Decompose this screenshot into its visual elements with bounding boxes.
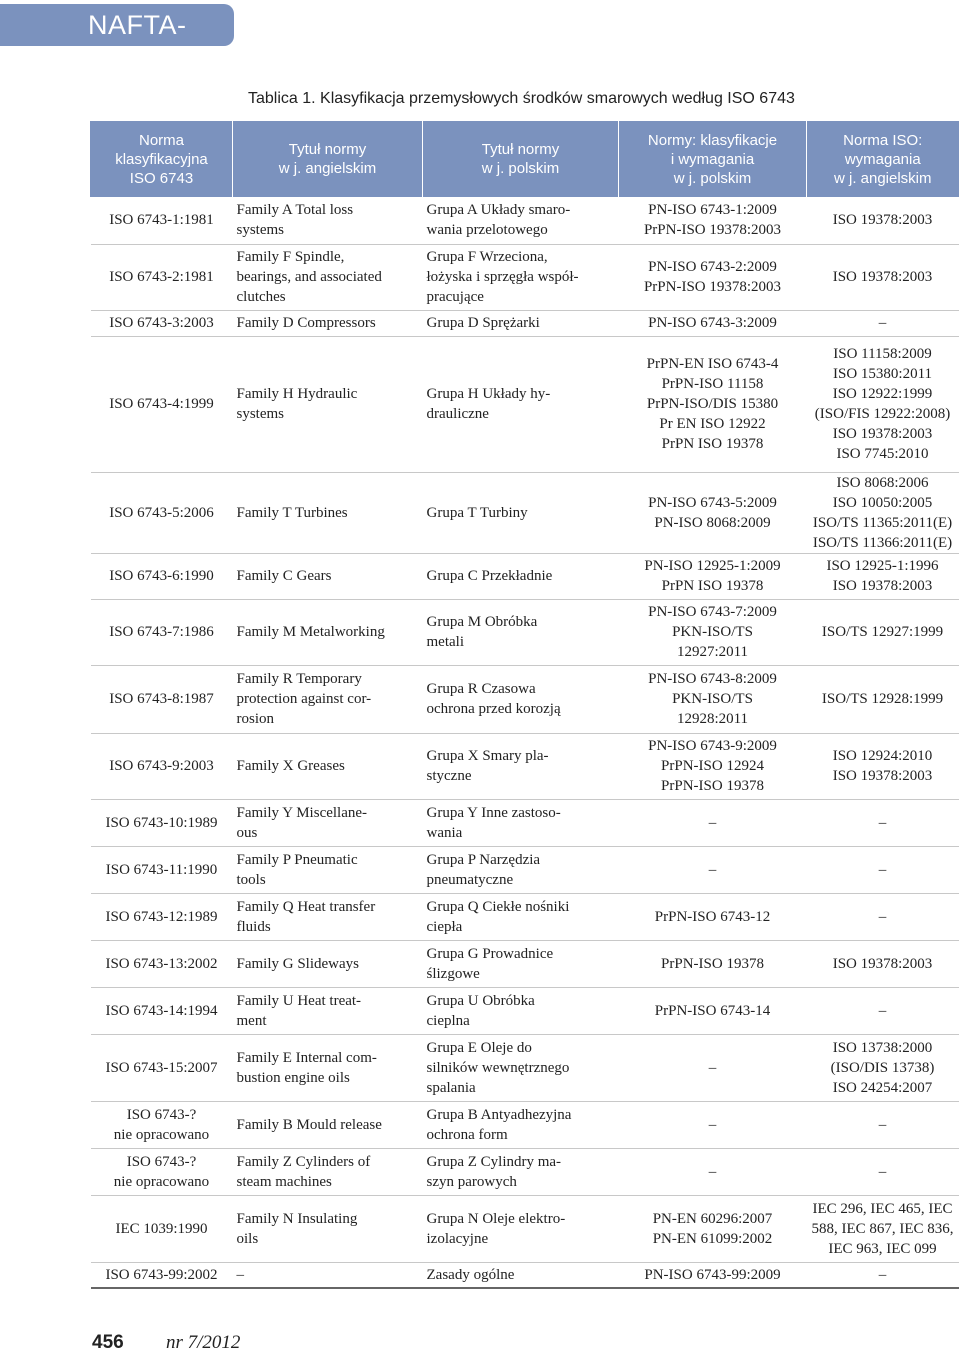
header-cell: Tytuł normy w j. angielskim: [233, 121, 423, 197]
table-cell: Grupa M Obróbka metali: [423, 599, 619, 665]
classification-table: [90, 121, 959, 1289]
header-cell: Norma ISO: wymagania w j. angielskim: [807, 121, 959, 197]
table-cell: ISO 6743-2:1981: [91, 244, 233, 310]
table-cell: Family Z Cylinders of steam machines: [233, 1148, 423, 1195]
table-row: [91, 893, 959, 940]
table-cell: Grupa B Antyadhezyjna ochrona form: [423, 1101, 619, 1148]
table-cell: PN-ISO 6743-99:2009: [619, 1262, 807, 1288]
table-cell: ISO 6743-13:2002: [91, 940, 233, 987]
table-cell: ISO/TS 12927:1999: [807, 599, 959, 665]
table-cell: PN-ISO 6743-9:2009 PrPN-ISO 12924 PrPN-ISO 19378: [619, 733, 807, 799]
table-cell: Family U Heat treat- ment: [233, 987, 423, 1034]
table-cell: IEC 296, IEC 465, IEC 588, IEC 867, IEC 836, IEC 963, IEC 099: [807, 1195, 959, 1262]
table-cell: Grupa A Układy smaro- wania przelotowego: [423, 197, 619, 244]
table-cell: ISO 19378:2003: [807, 244, 959, 310]
table-cell: PN-ISO 6743-7:2009 PKN-ISO/TS 12927:2011: [619, 599, 807, 665]
table-cell: ISO 6743-7:1986: [91, 599, 233, 665]
table-cell: ISO 6743-99:2002: [91, 1262, 233, 1288]
table-cell: Family N Insulating oils: [233, 1195, 423, 1262]
table-cell: Family Q Heat transfer fluids: [233, 893, 423, 940]
table-row: [91, 987, 959, 1034]
table-cell: PrPN-ISO 6743-14: [619, 987, 807, 1034]
table-cell: ISO 19378:2003: [807, 940, 959, 987]
table-cell: –: [233, 1262, 423, 1288]
table-cell: PrPN-EN ISO 6743-4 PrPN-ISO 11158 PrPN-ISO/DIS 15380 Pr EN ISO 12922 PrPN ISO 19378: [619, 336, 807, 472]
table-cell: –: [807, 893, 959, 940]
table-cell: ISO 6743-5:2006: [91, 472, 233, 553]
table-cell: –: [807, 799, 959, 846]
table-cell: ISO 19378:2003: [807, 197, 959, 244]
table-cell: IEC 1039:1990: [91, 1195, 233, 1262]
table-cell: Grupa Q Ciekłe nośniki ciepła: [423, 893, 619, 940]
header-cell: Norma klasyfikacyjna ISO 6743: [91, 121, 233, 197]
table-row: [91, 1195, 959, 1262]
table-cell: Family X Greases: [233, 733, 423, 799]
table-cell: –: [807, 1101, 959, 1148]
table-cell: –: [807, 310, 959, 336]
table-cell: –: [619, 1101, 807, 1148]
table-cell: ISO 6743-4:1999: [91, 336, 233, 472]
table-cell: PrPN-ISO 6743-12: [619, 893, 807, 940]
table-header-row: [91, 121, 959, 197]
table-cell: Family R Temporary protection against cor- rosion: [233, 665, 423, 733]
table-row: [91, 940, 959, 987]
table-cell: Grupa F Wrzeciona, łożyska i sprzęgła współ- pracujące: [423, 244, 619, 310]
table-cell: ISO 6743-1:1981: [91, 197, 233, 244]
table-cell: PN-ISO 6743-3:2009: [619, 310, 807, 336]
table-cell: Family M Metalworking: [233, 599, 423, 665]
table-cell: ISO 6743-? nie opracowano: [91, 1101, 233, 1148]
table-cell: –: [807, 846, 959, 893]
table-cell: ISO 6743-6:1990: [91, 553, 233, 599]
table-cell: Grupa G Prowadnice ślizgowe: [423, 940, 619, 987]
table-row: [91, 599, 959, 665]
table-cell: Grupa N Oleje elektro- izolacyjne: [423, 1195, 619, 1262]
journal-brand-banner: [0, 4, 234, 71]
table-cell: ISO 6743-10:1989: [91, 799, 233, 846]
table-cell: Family F Spindle, bearings, and associated clutches: [233, 244, 423, 310]
table-cell: PN-ISO 12925-1:2009 PrPN ISO 19378: [619, 553, 807, 599]
table-row: [91, 1101, 959, 1148]
table-cell: Grupa U Obróbka cieplna: [423, 987, 619, 1034]
table-cell: ISO 6743-15:2007: [91, 1034, 233, 1101]
table-cell: PN-EN 60296:2007 PN-EN 61099:2002: [619, 1195, 807, 1262]
table-cell: Family G Slideways: [233, 940, 423, 987]
table-cell: ISO 8068:2006 ISO 10050:2005 ISO/TS 11365:2011(E) ISO/TS 11366:2011(E): [807, 472, 959, 553]
table-cell: ISO 6743-11:1990: [91, 846, 233, 893]
table-row: [91, 1148, 959, 1195]
table-cell: ISO 6743-3:2003: [91, 310, 233, 336]
table-cell: Grupa E Oleje do silników wewnętrznego spalania: [423, 1034, 619, 1101]
issue-label: nr 7/2012: [166, 1332, 241, 1353]
table-cell: Family A Total loss systems: [233, 197, 423, 244]
table-cell: Grupa P Narzędzia pneumatyczne: [423, 846, 619, 893]
table-cell: –: [807, 1262, 959, 1288]
table-cell: ISO/TS 12928:1999: [807, 665, 959, 733]
table-cell: ISO 6743-? nie opracowano: [91, 1148, 233, 1195]
table-cell: Family B Mould release: [233, 1101, 423, 1148]
table-cell: ISO 13738:2000 (ISO/DIS 13738) ISO 24254:2007: [807, 1034, 959, 1101]
table-cell: Grupa D Sprężarki: [423, 310, 619, 336]
table-cell: Grupa Z Cylindry ma- szyn parowych: [423, 1148, 619, 1195]
table-cell: Family T Turbines: [233, 472, 423, 553]
table-cell: Grupa X Smary pla- styczne: [423, 733, 619, 799]
table-cell: Grupa C Przekładnie: [423, 553, 619, 599]
table-cell: Zasady ogólne: [423, 1262, 619, 1288]
table-cell: ISO 12924:2010 ISO 19378:2003: [807, 733, 959, 799]
page-number: 456: [92, 1332, 124, 1353]
table-row: [91, 310, 959, 336]
table-row: [91, 197, 959, 244]
table-cell: PN-ISO 6743-5:2009 PN-ISO 8068:2009: [619, 472, 807, 553]
table-row: [91, 799, 959, 846]
header-cell: Tytuł normy w j. polskim: [423, 121, 619, 197]
table-cell: –: [619, 846, 807, 893]
table-row: [91, 1034, 959, 1101]
table-cell: ISO 6743-9:2003: [91, 733, 233, 799]
table-cell: Family Y Miscellane- ous: [233, 799, 423, 846]
table-row: [91, 244, 959, 310]
table-cell: PN-ISO 6743-2:2009 PrPN-ISO 19378:2003: [619, 244, 807, 310]
table-cell: Family E Internal com- bustion engine oils: [233, 1034, 423, 1101]
table-cell: ISO 6743-14:1994: [91, 987, 233, 1034]
header-cell: Normy: klasyfikacje i wymagania w j. polskim: [619, 121, 807, 197]
table-row: [91, 665, 959, 733]
table-cell: –: [807, 987, 959, 1034]
table-cell: Grupa T Turbiny: [423, 472, 619, 553]
table-cell: –: [619, 1034, 807, 1101]
table-cell: Grupa Y Inne zastoso- wania: [423, 799, 619, 846]
table-cell: PN-ISO 6743-8:2009 PKN-ISO/TS 12928:2011: [619, 665, 807, 733]
table-row: [91, 733, 959, 799]
table-cell: ISO 12925-1:1996 ISO 19378:2003: [807, 553, 959, 599]
table-cell: –: [619, 799, 807, 846]
table-cell: ISO 6743-12:1989: [91, 893, 233, 940]
table-row: [91, 472, 959, 553]
table-cell: Grupa R Czasowa ochrona przed korozją: [423, 665, 619, 733]
table-row: [91, 1262, 959, 1288]
table-cell: ISO 11158:2009 ISO 15380:2011 ISO 12922:1999 (ISO/FIS 12922:2008) ISO 19378:2003 ISO 7745:2010: [807, 336, 959, 472]
table-row: [91, 846, 959, 893]
table-cell: PrPN-ISO 19378: [619, 940, 807, 987]
table-row: [91, 336, 959, 472]
table-cell: Family D Compressors: [233, 310, 423, 336]
table-cell: –: [807, 1148, 959, 1195]
table-caption: Tablica 1. Klasyfikacja przemysłowych środków smarowych według ISO 6743: [248, 90, 795, 107]
table-cell: ISO 6743-8:1987: [91, 665, 233, 733]
table-cell: Family H Hydraulic systems: [233, 336, 423, 472]
table-cell: PN-ISO 6743-1:2009 PrPN-ISO 19378:2003: [619, 197, 807, 244]
table-cell: Family C Gears: [233, 553, 423, 599]
table-cell: Family P Pneumatic tools: [233, 846, 423, 893]
journal-brand-title: NAFTA-GAZ: [88, 10, 187, 71]
table-cell: Grupa H Układy hy- drauliczne: [423, 336, 619, 472]
table-cell: –: [619, 1148, 807, 1195]
table-row: [91, 553, 959, 599]
